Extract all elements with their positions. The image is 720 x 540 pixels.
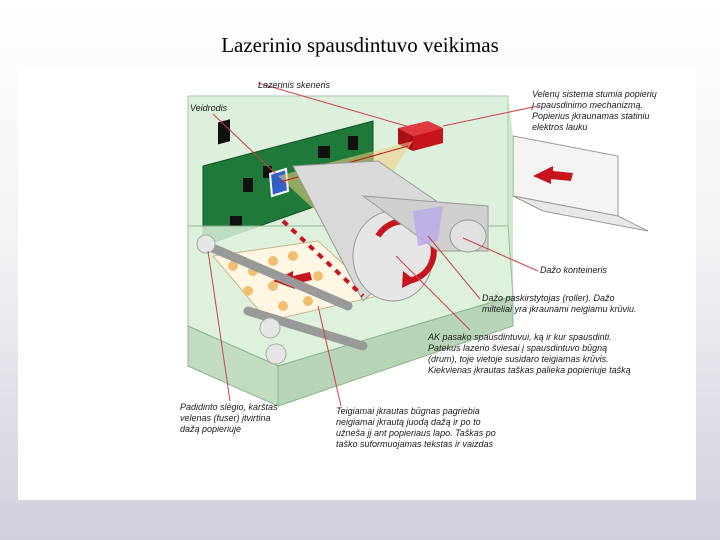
fuser-line-2: velenas (fuser) įtvirtina — [180, 413, 271, 423]
toner-container-label: Dažo konteineris — [540, 265, 608, 275]
fuser-line-1: Padidinto slėgio, karštas — [180, 402, 278, 412]
computer-label — [428, 332, 631, 376]
paper-tray — [513, 136, 648, 231]
slide-title: Lazerinio spausdintuvo veikimas — [221, 33, 499, 57]
developer-line-1: Dažo paskirstytojas (roller). Dažo — [482, 293, 615, 303]
laser-scanner-label — [258, 80, 330, 91]
rollers-line-1: Velenų sistema stumia popierių — [532, 89, 657, 99]
laser-scanner-label-b: skeneris — [296, 80, 331, 90]
fuser-line-3: dažą popieriuje — [180, 424, 242, 434]
rollers-line-3: Popierius įkraunamas statiniu — [532, 111, 650, 121]
developer-label — [482, 293, 637, 315]
computer-line-2: Patekus lazerio šviesai į spausdintuvo būgną — [428, 343, 608, 353]
rollers-line-2: į spausdinimo mechanizmą. — [532, 100, 644, 110]
mirror-label: Veidrodis — [190, 103, 228, 113]
computer-line-4: Kiekvienas įkrautas taškas palieka popieriuje tašką — [428, 365, 631, 375]
drum-line-3: užneša jį ant popieriaus lapo. Taškas po — [336, 428, 496, 438]
drum-line-2: neigiamai įkrautą juodą dažą ir po to — [336, 417, 481, 427]
printer-diagram — [18, 66, 696, 500]
drum-line-4: taško suformuojamas tekstas ir vaizdas — [336, 439, 494, 449]
drum-label — [336, 406, 496, 450]
computer-line-1: AK pasako spausdintuvui, ką ir kur spausdinti. — [428, 332, 612, 342]
fuser-label — [180, 402, 278, 435]
computer-line-3: (drum), toje vietoje susidaro teigiamas krūvis. — [428, 354, 609, 364]
developer-line-2: milteliai yra įkraunami neigiamu krūviu. — [482, 304, 637, 314]
laser-scanner-label-a: Lazerinis — [258, 80, 295, 90]
rollers-line-4: elektros lauku — [532, 122, 588, 132]
rollers-label — [532, 89, 657, 133]
drum-line-1: Teigiamai įkrautas būgnas pagriebia — [336, 406, 480, 416]
